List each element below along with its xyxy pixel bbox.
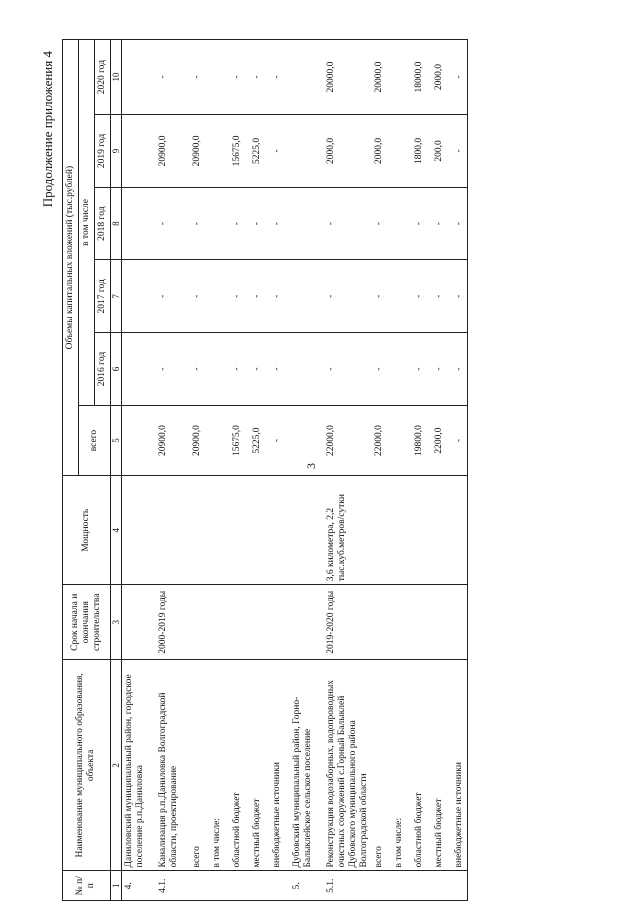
year-value xyxy=(122,40,157,115)
year-value xyxy=(210,40,230,115)
year-value xyxy=(392,187,412,260)
object-name: внебюджетные источники xyxy=(452,660,467,871)
row-number xyxy=(250,871,270,901)
construction-term xyxy=(290,585,324,660)
capacity xyxy=(250,476,270,585)
page-number: 3 xyxy=(304,463,318,469)
header-in-that: в том числе xyxy=(78,40,94,406)
year-value: - xyxy=(270,260,290,333)
construction-term xyxy=(372,585,392,660)
header-no: № п/п xyxy=(63,871,111,901)
year-value: - xyxy=(270,115,290,188)
year-value xyxy=(210,260,230,333)
table-row xyxy=(210,40,230,901)
object-name: Реконструкция водозаборных, водопроводных очистных сооружений с.Горный Балыклей Дубовского муниципального района Волгоградской области xyxy=(324,660,372,871)
total-value: 20900,0 xyxy=(190,405,210,475)
year-value: - xyxy=(432,260,452,333)
object-name: всего xyxy=(372,660,392,871)
year-value: 2000,0 xyxy=(372,115,392,188)
year-value xyxy=(290,40,324,115)
table-row xyxy=(412,40,432,901)
year-value: 20000,0 xyxy=(372,40,392,115)
table-body xyxy=(122,40,468,901)
object-name: Дубовский муниципальный район, Горно-Балыклейское сельское поселение xyxy=(290,660,324,871)
year-value xyxy=(122,260,157,333)
row-number: 4. xyxy=(122,871,157,901)
year-value: - xyxy=(270,187,290,260)
row-number: 5.1. xyxy=(324,871,372,901)
row-number xyxy=(392,871,412,901)
object-name: местный бюджет xyxy=(432,660,452,871)
total-value: 2200,0 xyxy=(432,405,452,475)
year-value: - xyxy=(372,187,392,260)
capacity xyxy=(190,476,210,585)
year-value: - xyxy=(324,260,372,333)
year-value: - xyxy=(230,40,250,115)
object-name: областной бюджет xyxy=(230,660,250,871)
object-name: в том числе: xyxy=(210,660,230,871)
total-value xyxy=(392,405,412,475)
year-value: - xyxy=(190,260,210,333)
table-row xyxy=(250,40,270,901)
table-row xyxy=(324,40,372,901)
construction-term: 2019-2020 годы xyxy=(324,585,372,660)
total-value xyxy=(210,405,230,475)
capacity xyxy=(452,476,467,585)
year-value xyxy=(210,187,230,260)
construction-term xyxy=(250,585,270,660)
object-name: Даниловский муниципальный район, городское поселение р.п.Даниловка xyxy=(122,660,157,871)
construction-term xyxy=(412,585,432,660)
year-value: - xyxy=(452,260,467,333)
year-value: - xyxy=(432,333,452,406)
year-value: 20900,0 xyxy=(190,115,210,188)
construction-term xyxy=(122,585,157,660)
table-row xyxy=(156,40,190,901)
year-value: - xyxy=(452,115,467,188)
table-row xyxy=(190,40,210,901)
column-number: 9 xyxy=(110,115,121,188)
row-number xyxy=(372,871,392,901)
year-value: - xyxy=(230,333,250,406)
column-number: 1 xyxy=(110,871,121,901)
row-number xyxy=(210,871,230,901)
year-value xyxy=(210,115,230,188)
year-value: 2000,0 xyxy=(432,40,452,115)
row-number: 4.1. xyxy=(156,871,190,901)
construction-term xyxy=(270,585,290,660)
year-value: - xyxy=(156,40,190,115)
year-value: - xyxy=(250,187,270,260)
column-number: 4 xyxy=(110,476,121,585)
row-number xyxy=(412,871,432,901)
capacity xyxy=(412,476,432,585)
total-value: 22000,0 xyxy=(372,405,392,475)
year-value xyxy=(122,187,157,260)
row-number xyxy=(230,871,250,901)
column-number: 2 xyxy=(110,660,121,871)
object-name: областной бюджет xyxy=(412,660,432,871)
year-value xyxy=(210,333,230,406)
table-row xyxy=(122,40,157,901)
table-row xyxy=(290,40,324,901)
row-number xyxy=(452,871,467,901)
row-number xyxy=(270,871,290,901)
table-row xyxy=(270,40,290,901)
year-value xyxy=(392,333,412,406)
table-row xyxy=(230,40,250,901)
table-row xyxy=(452,40,467,901)
year-value: - xyxy=(230,187,250,260)
column-number: 7 xyxy=(110,260,121,333)
capacity: 3,6 километра, 2,2 тыс.куб.метров/сутки xyxy=(324,476,372,585)
column-number: 10 xyxy=(110,40,121,115)
year-value: - xyxy=(372,260,392,333)
year-value: - xyxy=(270,40,290,115)
column-number: 8 xyxy=(110,187,121,260)
year-value: - xyxy=(270,333,290,406)
total-value xyxy=(290,405,324,475)
year-value: - xyxy=(156,333,190,406)
year-value xyxy=(392,40,412,115)
construction-term xyxy=(230,585,250,660)
capacity xyxy=(270,476,290,585)
year-value: 18000,0 xyxy=(412,40,432,115)
year-value xyxy=(290,187,324,260)
year-value: - xyxy=(372,333,392,406)
total-value: - xyxy=(270,405,290,475)
object-name: в том числе: xyxy=(392,660,412,871)
column-number: 5 xyxy=(110,405,121,475)
table-row xyxy=(432,40,452,901)
header-year: 2020 год xyxy=(94,40,110,115)
year-value: - xyxy=(412,187,432,260)
rotated-page xyxy=(0,25,640,905)
header-year: 2017 год xyxy=(94,260,110,333)
year-value: 15675,0 xyxy=(230,115,250,188)
capital-investment-table xyxy=(62,39,468,901)
year-value: - xyxy=(230,260,250,333)
row-number: 5. xyxy=(290,871,324,901)
year-value: - xyxy=(250,333,270,406)
year-value: - xyxy=(250,260,270,333)
year-value xyxy=(290,115,324,188)
total-value: 22000,0 xyxy=(324,405,372,475)
total-value: 19800,0 xyxy=(412,405,432,475)
year-value: 20900,0 xyxy=(156,115,190,188)
header-capacity: Мощность xyxy=(63,476,111,585)
column-number: 3 xyxy=(110,585,121,660)
header-year: 2018 год xyxy=(94,187,110,260)
capacity xyxy=(290,476,324,585)
header-year: 2016 год xyxy=(94,333,110,406)
year-value: - xyxy=(324,187,372,260)
year-value: - xyxy=(452,333,467,406)
header-name: Наименование муниципального образования, объекта xyxy=(63,660,111,871)
object-name: местный бюджет xyxy=(250,660,270,871)
capacity xyxy=(210,476,230,585)
year-value: - xyxy=(156,187,190,260)
year-value: 5225,0 xyxy=(250,115,270,188)
year-value: - xyxy=(324,333,372,406)
year-value xyxy=(290,260,324,333)
construction-term: 2000-2019 годы xyxy=(156,585,190,660)
total-value: 20900,0 xyxy=(156,405,190,475)
construction-term xyxy=(392,585,412,660)
year-value: - xyxy=(452,187,467,260)
total-value: 15675,0 xyxy=(230,405,250,475)
year-value: - xyxy=(412,333,432,406)
row-number xyxy=(190,871,210,901)
table-row xyxy=(372,40,392,901)
total-value: - xyxy=(452,405,467,475)
year-value: - xyxy=(190,333,210,406)
table-row xyxy=(392,40,412,901)
year-value: - xyxy=(156,260,190,333)
total-value: 5225,0 xyxy=(250,405,270,475)
total-value xyxy=(122,405,157,475)
year-value xyxy=(290,333,324,406)
year-value: 1800,0 xyxy=(412,115,432,188)
capacity xyxy=(372,476,392,585)
year-value xyxy=(122,115,157,188)
header-year: 2019 год xyxy=(94,115,110,188)
year-value: - xyxy=(190,187,210,260)
year-value xyxy=(122,333,157,406)
object-name: всего xyxy=(190,660,210,871)
header-term: Срок начала и окончания строительства xyxy=(63,585,111,660)
year-value: - xyxy=(432,187,452,260)
appendix-continuation: Продолжение приложения 4 xyxy=(40,51,55,208)
year-value: 2000,0 xyxy=(324,115,372,188)
header-volume: Объемы капитальных вложений (тыс.рублей) xyxy=(63,40,79,476)
capacity xyxy=(432,476,452,585)
construction-term xyxy=(190,585,210,660)
year-value: - xyxy=(452,40,467,115)
capacity xyxy=(392,476,412,585)
capacity xyxy=(156,476,190,585)
object-name: Канализация р.п.Даниловка Волгоградской области, проектирование xyxy=(156,660,190,871)
year-value: - xyxy=(250,40,270,115)
year-value: 20000,0 xyxy=(324,40,372,115)
capacity xyxy=(122,476,157,585)
capacity xyxy=(230,476,250,585)
year-value: - xyxy=(190,40,210,115)
column-number: 6 xyxy=(110,333,121,406)
year-value: - xyxy=(412,260,432,333)
year-value xyxy=(392,115,412,188)
header-total: всего xyxy=(78,405,110,475)
row-number xyxy=(432,871,452,901)
year-value xyxy=(392,260,412,333)
year-value: 200,0 xyxy=(432,115,452,188)
object-name: внебюджетные источники xyxy=(270,660,290,871)
construction-term xyxy=(452,585,467,660)
construction-term xyxy=(210,585,230,660)
construction-term xyxy=(432,585,452,660)
